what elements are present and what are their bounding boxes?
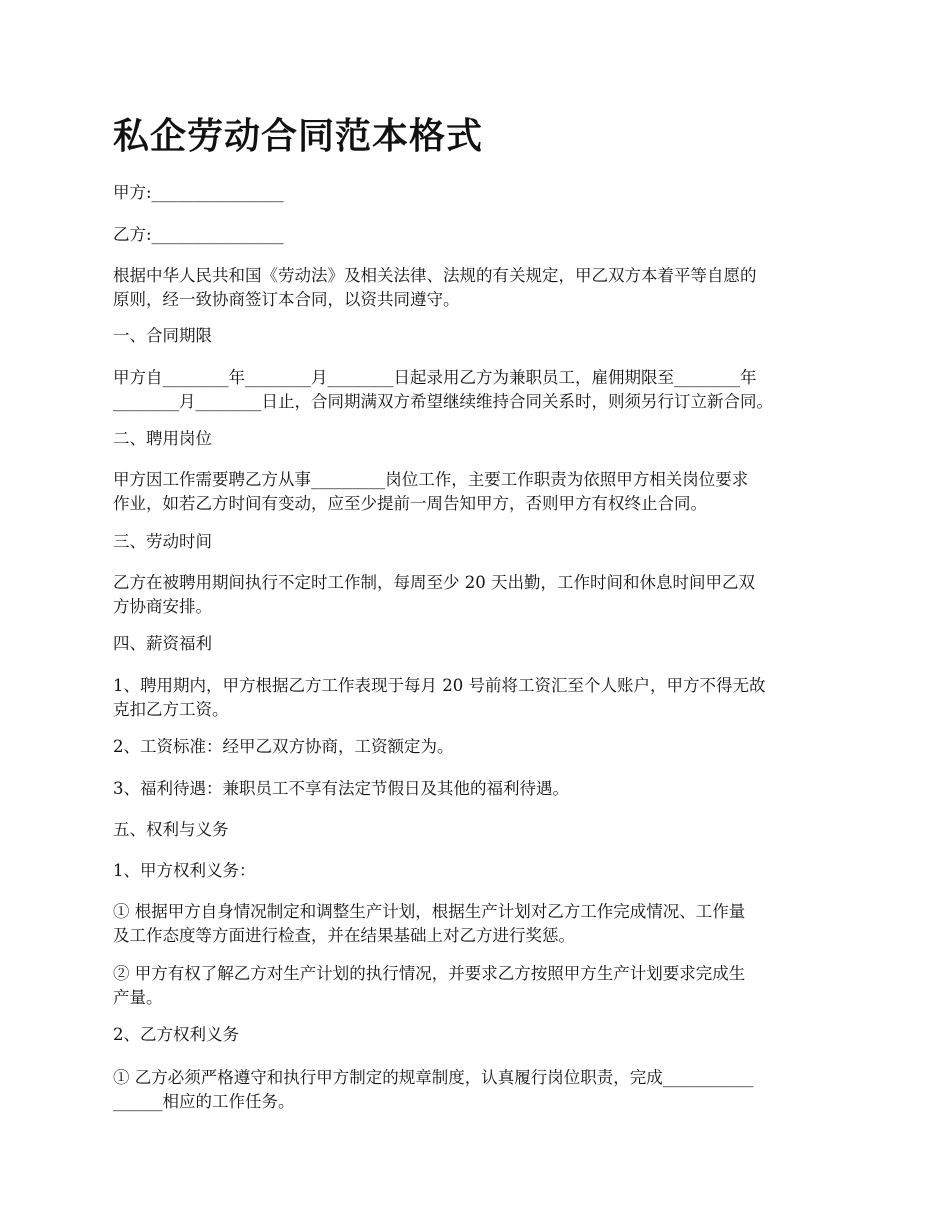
section-5-sub-1: 1、甲方权利义务： <box>113 861 256 880</box>
party-b-line: 乙方:________________ <box>113 225 284 244</box>
intro-paragraph: 根据中华人民共和国《劳动法》及相关法律、法规的有关规定，甲乙双方本着平等自愿的 原则，经一致协商签订本合同，以资共同遵守。 <box>113 266 757 309</box>
section-4-item-1: 1、聘用期内，甲方根据乙方工作表现于每月 20 号前将工资汇至个人账户，甲方不得无故 克扣乙方工资。 <box>113 676 766 719</box>
section-3-heading: 三、劳动时间 <box>113 532 212 551</box>
document-title: 私企劳动合同范本格式 <box>113 116 484 157</box>
section-5-sub-1-item-2: ② 甲方有权了解乙方对生产计划的执行情况，并要求乙方按照甲方生产计划要求完成生 产量。 <box>113 964 746 1007</box>
section-4-heading: 四、薪资福利 <box>113 634 212 653</box>
section-2-heading: 二、聘用岗位 <box>113 429 212 448</box>
section-5-sub-2-item-1: ① 乙方必须严格遵守和执行甲方制定的规章制度，认真履行岗位职责，完成___________ ______相应的工作任务。 <box>113 1068 754 1111</box>
section-4-item-2: 2、工资标准：经甲乙双方协商，工资额定为。 <box>113 737 454 756</box>
section-1-heading: 一、合同期限 <box>113 326 212 345</box>
section-5-heading: 五、权利与义务 <box>113 820 229 839</box>
section-5-sub-2: 2、乙方权利义务 <box>113 1025 239 1044</box>
section-4-item-3: 3、福利待遇：兼职员工不享有法定节假日及其他的福利待遇。 <box>113 779 569 798</box>
section-3-body: 乙方在被聘用期间执行不定时工作制，每周至少 20 天出勤，工作时间和休息时间甲乙双 方协商安排。 <box>113 573 755 616</box>
party-a-line: 甲方:________________ <box>113 183 284 202</box>
section-1-body: 甲方自________年________月________日起录用乙方为兼职员工，雇佣期限至________年 ________月________日止，合同期满双方希望继续维持合同关系时，则须另行订立新合同。 <box>113 368 773 411</box>
section-2-body: 甲方因工作需要聘乙方从事_________岗位工作，主要工作职责为依照甲方相关岗位要求 作业，如若乙方时间有变动，应至少提前一周告知甲方，否则甲方有权终止合同。 <box>113 470 749 513</box>
section-5-sub-1-item-1: ① 根据甲方自身情况制定和调整生产计划，根据生产计划对乙方工作完成情况、工作量 及工作态度等方面进行检查，并在结果基础上对乙方进行奖惩。 <box>113 902 746 945</box>
